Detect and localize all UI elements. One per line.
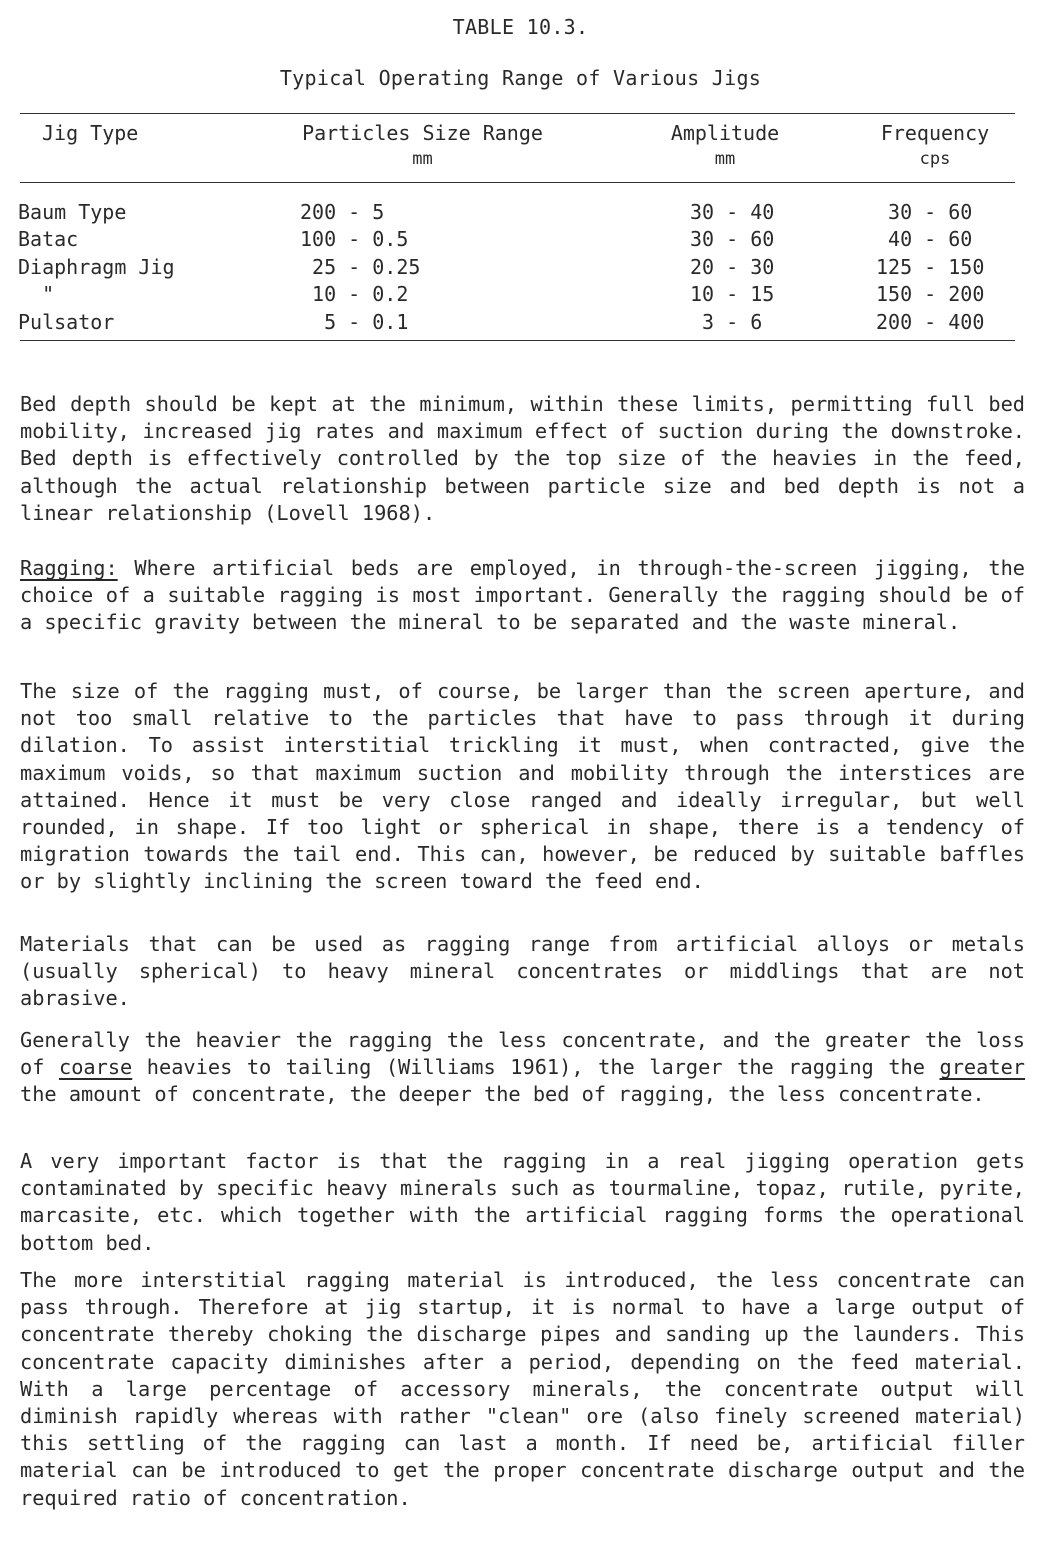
- paragraph-contamination: A very important factor is that the ragging in a real jigging operation gets contaminated by specific heavy minerals such as tourmaline, topaz, rutile, pyrite, marcasite, etc. which together with the artificial ragging forms the operational bottom bed.: [20, 1149, 1025, 1255]
- table-row: [0, 308, 985, 336]
- paragraph-ragging-size: The size of the ragging must, of course, be larger than the screen aperture, and not too small relative to the particles that have to pass through it during dilation. To assist interstitial trickling it must, when contracted, give the maximum voids, so that maximum suction and mobility through the interstices are attained. Hence it must be very close ranged and ideally irregular, but well rounded, in shape. If too light or spherical in shape, there is a tendency of migration towards the tail end. This can, however, be reduced by suitable baffles or by slightly inclining the screen toward the feed end.: [20, 679, 1025, 894]
- cell-amplitude: 30 - 40: [690, 200, 775, 224]
- header-amplitude-unit: mm: [714, 149, 736, 169]
- underlined-word-coarse: coarse: [58, 1055, 133, 1080]
- cell-frequency: 125 - 150: [876, 255, 985, 279]
- cell-size-range: 200 - 5: [300, 200, 385, 224]
- table-row: [0, 225, 973, 253]
- table-row: [0, 198, 973, 226]
- cell-frequency: 200 - 400: [876, 310, 985, 334]
- paragraph-ragging-materials: Materials that can be used as ragging range from artificial alloys or metals (usually spherical) to heavy mineral concentrates or middlings that are not abrasive.: [20, 932, 1025, 1011]
- table-bottom-rule: [20, 340, 1015, 341]
- table-number: TABLE 10.3.: [452, 15, 589, 39]
- cell-amplitude: 3 - 6: [690, 310, 763, 334]
- paragraph-bed-depth: Bed depth should be kept at the minimum, within these limits, permitting full bed mobility, increased jig rates and maximum effect of suction during the downstroke. Bed depth is effectively controlled by the top size of the heavies in the feed, although the actual relationship between particle size and bed depth is not a linear relationship (Lovell 1968).: [20, 392, 1025, 525]
- table-top-rule: [20, 113, 1015, 114]
- table-row: [0, 280, 985, 308]
- header-amplitude-label: Amplitude: [670, 121, 780, 145]
- header-jig-type-label: Jig Type: [42, 121, 139, 145]
- header-jig-type: [20, 120, 192, 146]
- header-size-range-unit: mm: [412, 149, 433, 169]
- cell-jig-type: Baum Type: [18, 200, 127, 224]
- text-segment: Generally the heavier the ragging the less concentrate, and the greater the loss of: [20, 1028, 1025, 1080]
- cell-amplitude: 20 - 30: [690, 255, 775, 279]
- ragging-body: Where artificial beds are employed, in through-the-screen jigging, the choice of a suitable ragging is most important. Generally the ragging should be of a specific gravity between the mineral to be separated and the waste mineral.: [20, 556, 1025, 635]
- cell-size-range: 100 - 0.5: [300, 227, 409, 251]
- paragraph-interstitial: The more interstitial ragging material is introduced, the less concentrate can pass through. Therefore at jig startup, it is normal to have a large output of concentrate thereby choking the discharge pipes and sanding up the launders. This concentrate capacity diminishes after a period, depending on the feed material. With a large percentage of accessory minerals, the concentrate output will diminish rapidly whereas with rather "clean" ore (also finely screened material) this settling of the ragging can last a month. If need be, artificial filler material can be introduced to get the proper concentrate discharge output and the required ratio of concentration.: [20, 1268, 1025, 1510]
- header-frequency-label: Frequency: [880, 121, 990, 145]
- cell-size-range: 25 - 0.25: [300, 255, 421, 279]
- cell-frequency: 40 - 60: [876, 227, 973, 251]
- table-title: Typical Operating Range of Various Jigs: [279, 66, 762, 90]
- header-size-range: [280, 120, 565, 172]
- cell-size-range: 10 - 0.2: [300, 282, 409, 306]
- cell-size-range: 5 - 0.1: [300, 310, 409, 334]
- cell-frequency: 150 - 200: [876, 282, 985, 306]
- cell-jig-type: ": [18, 282, 55, 306]
- cell-frequency: 30 - 60: [876, 200, 973, 224]
- cell-jig-type: Batac: [18, 227, 79, 251]
- paragraph-ragging: [20, 555, 1025, 637]
- table-header-rule: [20, 182, 1015, 183]
- cell-jig-type: Pulsator: [18, 310, 115, 334]
- ragging-heading: Ragging:: [20, 556, 118, 580]
- header-amplitude: [640, 120, 810, 172]
- paragraph-heavier-ragging: [20, 1027, 1025, 1109]
- header-frequency-unit: cps: [919, 149, 951, 169]
- table-row: [0, 253, 985, 281]
- cell-amplitude: 30 - 60: [690, 227, 775, 251]
- text-segment: heavies to tailing (Williams 1961), the larger the ragging the: [132, 1055, 940, 1080]
- cell-jig-type: Diaphragm Jig: [18, 255, 175, 279]
- cell-amplitude: 10 - 15: [690, 282, 775, 306]
- header-frequency: [850, 120, 1020, 172]
- header-size-range-label: Particles Size Range: [302, 121, 543, 145]
- text-segment: the amount of concentrate, the deeper the bed of ragging, the less concentrate.: [20, 1082, 985, 1107]
- underlined-word-greater: greater: [939, 1055, 1025, 1080]
